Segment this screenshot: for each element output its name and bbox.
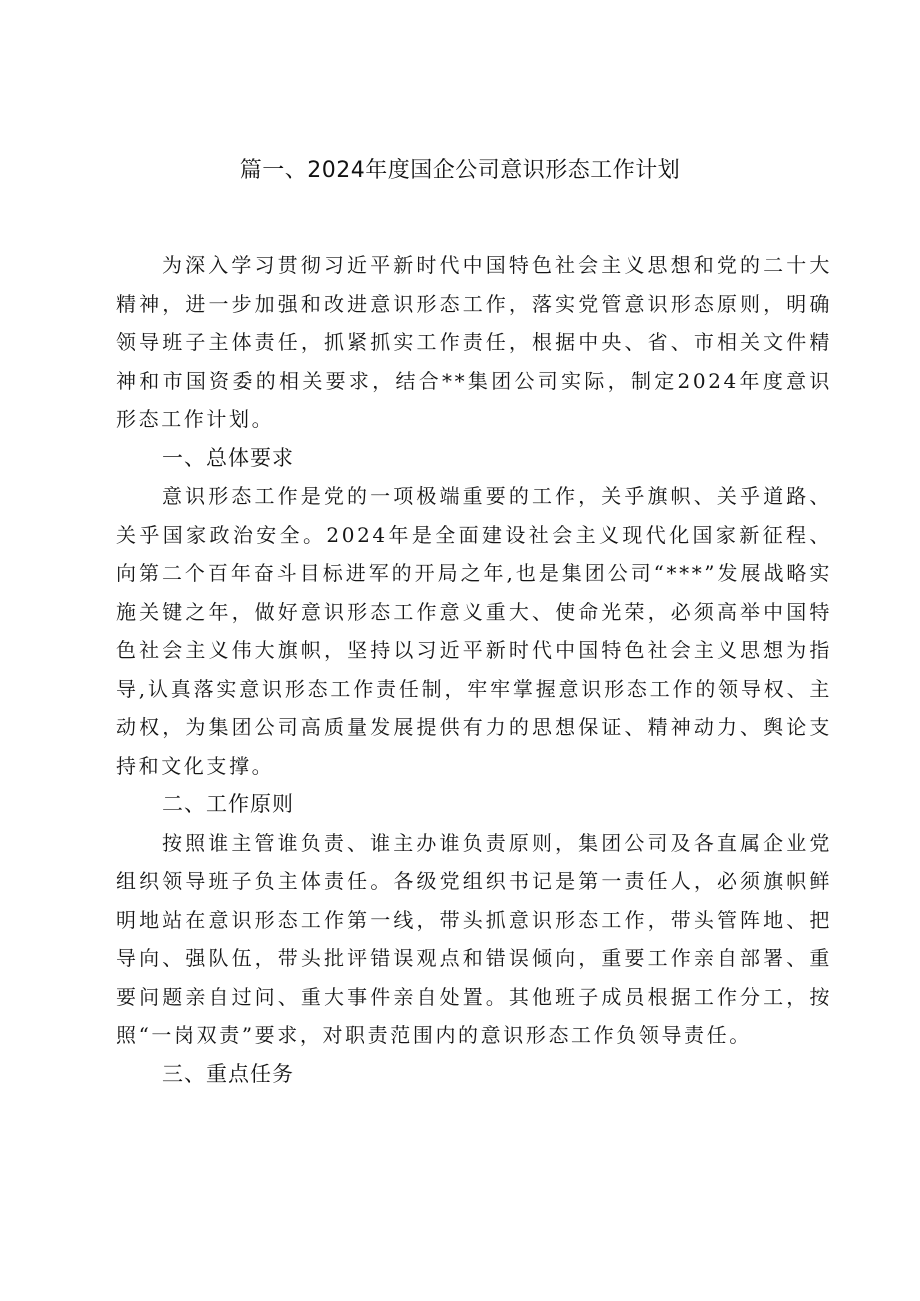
section-paragraph-work-principles: 按照谁主管谁负责、谁主办谁负责原则，集团公司及各直属企业党组织领导班子负主体责任。各级党组织书记是第一责任人，必须旗帜鲜明地站在意识形态工作第一线，带头抓意识形态工作，带头管阵地、把导向、强队伍，带头批评错误观点和错误倾向，重要工作亲自部署、重要问题亲自过问、重大事件亲自处置。其他班子成员根据工作分工，按照“一岗双责”要求，对职责范围内的意识形态工作负领导责任。 [116, 830, 832, 1047]
document-title: 篇一、2024年度国企公司意识形态工作计划 [239, 158, 681, 183]
section-heading-overall-requirements: 一、总体要求 [162, 445, 294, 470]
intro-paragraph: 为深入学习贯彻习近平新时代中国特色社会主义思想和党的二十大精神，进一步加强和改进意识形态工作，落实党管意识形态原则，明确领导班子主体责任，抓紧抓实工作责任，根据中央、省、市相关文件精神和市国资委的相关要求，结合**集团公司实际，制定2024年度意识形态工作计划。 [116, 253, 832, 431]
section-heading-work-principles: 二、工作原则 [162, 792, 294, 816]
document-body [116, 246, 832, 1093]
section-paragraph-overall-requirements: 意识形态工作是党的一项极端重要的工作，关乎旗帜、关乎道路、关乎国家政治安全。2024年是全面建设社会主义现代化国家新征程、向第二个百年奋斗目标进军的开局之年,也是集团公司“***”发展战略实施关键之年，做好意识形态工作意义重大、使命光荣，必须高举中国特色社会主义伟大旗帜，坚持以习近平新时代中国特色社会主义思想为指导,认真落实意识形态工作责任制，牢牢掌握意识形态工作的领导权、主动权，为集团公司高质量发展提供有力的思想保证、精神动力、舆论支持和文化支撑。 [116, 484, 832, 778]
section-heading-key-tasks: 三、重点任务 [162, 1061, 294, 1086]
